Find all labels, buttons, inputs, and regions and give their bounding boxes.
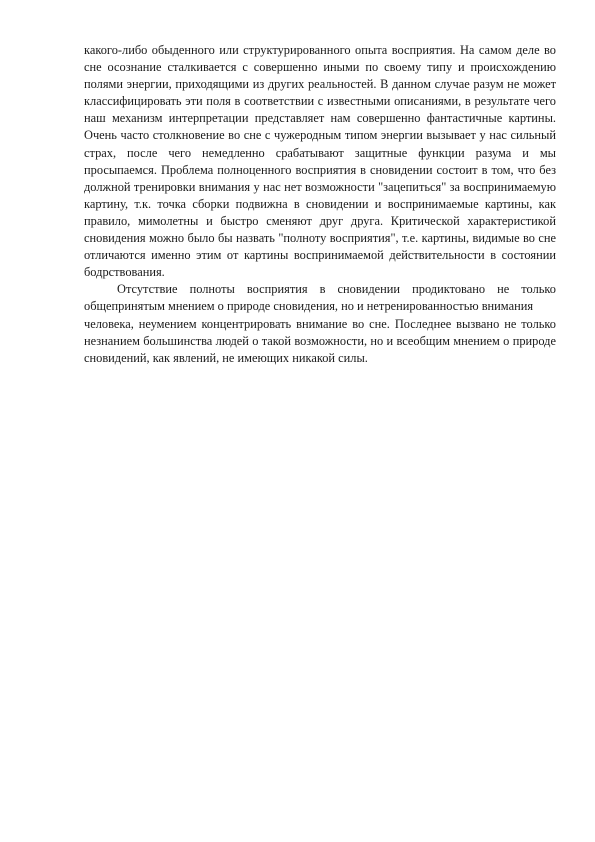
body-text — [84, 42, 556, 367]
paragraph-3: человека, неумением концентрировать внимание во сне. Последнее вызвано не только незнанием большинства людей о такой возможности, но и всеобщим мнением о природе сновидений, как явлений, не имеющих никакой силы. — [84, 316, 556, 365]
paragraph-1: какого-либо обыденного или структурированного опыта восприятия. На самом деле во сне осознание сталкивается с совершенно иными по своему типу и происхождению полями энергии, приходящими из других реальностей. В данном случае разум не может классифицировать эти поля в соответствии с известными описаниями, в результате чего наш механизм интерпретации представляет нам совершенно фантастичные картины. Очень часто столкновение во сне с чужеродным типом энергии вызывает у нас сильный страх, после чего немедленно срабатывают защитные функции разума и мы просыпаемся. Проблема полноценного восприятия в сновидении состоит в том, что без должной тренировки внимания у нас нет возможности "зацепиться" за воспринимаемую картину, т.к. точка сборки подвижна в сновидении и воспринимаемые картины, как правило, мимолетны и быстро сменяют друг друга. Критической характеристикой сновидения можно было бы назвать "полноту восприятия", т.е. картины, видимые во сне отличаются именно этим от картины воспринимаемой действительности в состоянии бодрствования. — [84, 43, 556, 280]
paragraph-2: Отсутствие полноты восприятия в сновидении продиктовано не только общепринятым мнением о природе сновидения, но и нетренированностью внимания — [84, 282, 556, 314]
